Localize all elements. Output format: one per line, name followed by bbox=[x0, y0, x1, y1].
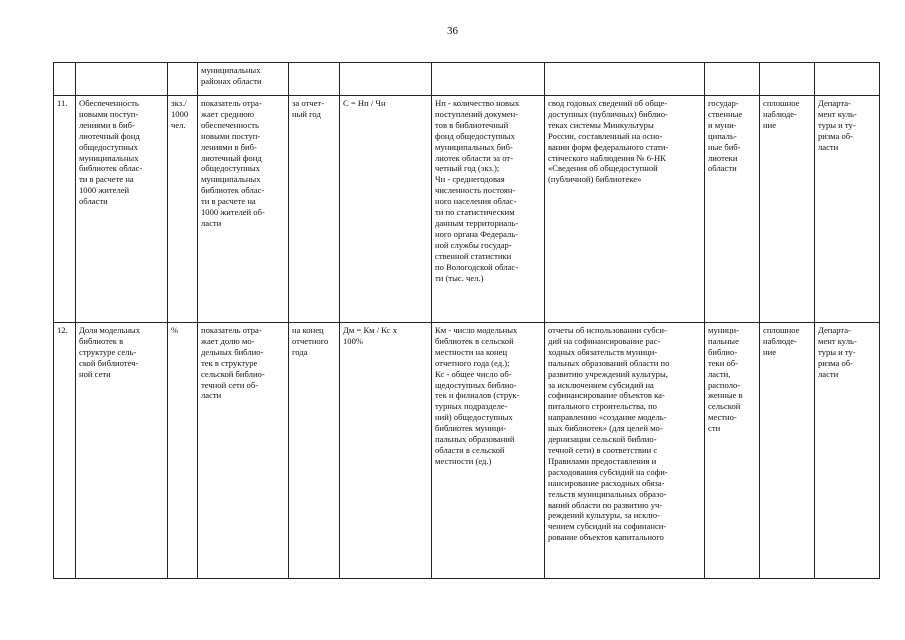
cell-unit bbox=[168, 63, 198, 96]
table-row bbox=[54, 323, 880, 579]
cell-period bbox=[289, 63, 340, 96]
cell-method: сплошное наблюде- ние bbox=[760, 323, 815, 579]
cell-formula bbox=[340, 63, 432, 96]
cell-responsible bbox=[815, 63, 880, 96]
cell-unit: экз./ 1000 чел. bbox=[168, 96, 198, 323]
cell-formula: Дм = Км / Кс х 100% bbox=[340, 323, 432, 579]
cell-unit: % bbox=[168, 323, 198, 579]
cell-indicator-name bbox=[76, 63, 168, 96]
cell-definition: показатель отра- жает среднюю обеспеченность новыми поступ- лениями в биб- лиотечный фонд общедоступных муниципальных библиотек облас- ти в расчете на 1000 жителей об- ласти bbox=[198, 96, 289, 323]
cell-variables: Км - число модельных библиотек в сельской местности на конец отчетного года (ед.); Кс - общее число об- щедоступных библио- тек и филиалов (струк- турных подразделе- ний) общедоступных библиотек муници- пальных образований области в сельской местности (ед.) bbox=[432, 323, 545, 579]
cell-period: за отчет- ный год bbox=[289, 96, 340, 323]
cell-number: 12. bbox=[54, 323, 76, 579]
cell-scope: муници- пальные библио- теки об- ласти, располо- женные в сельской местно- сти bbox=[705, 323, 760, 579]
cell-source: отчеты об использовании субси- дий на софинансирование рас- ходных обязательств муници- пальных образований области по развитию учреждений культуры, за исключением субсидий на софинансирование объектов ка- питального строительства, по направлению «создание модель- ных библиотек» (для целей мо- дернизации сельской библио- течной сети) в соответствии с Правилами предоставления и расходования субсидий на софи- нансирование расходных обяза- тельств муниципальных образо- ваний области по развитию уч- реждений культуры, за исклю- чением субсидий на софинанси- рование объектов капитального bbox=[545, 323, 705, 579]
cell-scope: государ- ственные и муни- ципаль- ные биб- лиотеки области bbox=[705, 96, 760, 323]
table-row bbox=[54, 63, 880, 96]
cell-number: 11. bbox=[54, 96, 76, 323]
indicators-table bbox=[53, 62, 880, 579]
cell-variables bbox=[432, 63, 545, 96]
table-row bbox=[54, 96, 880, 323]
cell-definition: муниципальных районах области bbox=[198, 63, 289, 96]
cell-scope bbox=[705, 63, 760, 96]
cell-formula: С = Нп / Чн bbox=[340, 96, 432, 323]
cell-definition: показатель отра- жает долю мо- дельных библио- тек в структуре сельской библио- течной сети об- ласти bbox=[198, 323, 289, 579]
cell-method: сплошное наблюде- ние bbox=[760, 96, 815, 323]
cell-indicator-name: Доля модельных библиотек в структуре сель- ской библиотеч- ной сети bbox=[76, 323, 168, 579]
cell-responsible: Департа- мент куль- туры и ту- ризма об- ласти bbox=[815, 96, 880, 323]
cell-period: на конец отчетного года bbox=[289, 323, 340, 579]
cell-source bbox=[545, 63, 705, 96]
cell-variables: Нп - количество новых поступлений докумен- тов в библиотечный фонд общедоступных муниципальных биб- лиотек области за от- четный год (экз.); Чн - среднегодовая численность постоян- ного населения облас- ти по статистическим данным территориаль- ного органа Федераль- ной службы государ- ственной статистики по Вологодской облас- ти (тыс. чел.) bbox=[432, 96, 545, 323]
cell-number bbox=[54, 63, 76, 96]
page-number: 36 bbox=[447, 25, 458, 37]
cell-indicator-name: Обеспеченность новыми поступ- лениями в биб- лиотечный фонд общедоступных муниципальных библиотек облас- ти в расчете на 1000 жителей области bbox=[76, 96, 168, 323]
cell-source: свод годовых сведений об обще- доступных (публичных) библио- теках системы Минкультуры России, составленный на осно- вании форм федерального стати- стического наблюдения № 6-НК «Сведения об общедоступной (публичной) библиотеке» bbox=[545, 96, 705, 323]
cell-method bbox=[760, 63, 815, 96]
cell-responsible: Департа- мент куль- туры и ту- ризма об- ласти bbox=[815, 323, 880, 579]
